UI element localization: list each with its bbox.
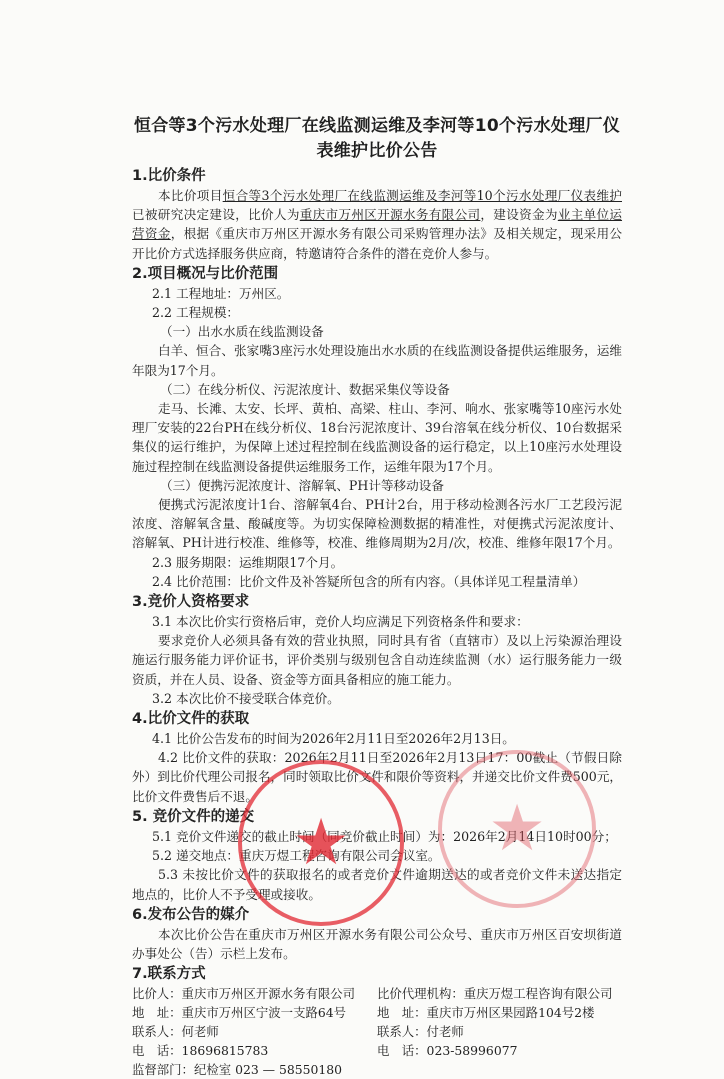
contacts — [132, 984, 622, 1079]
section-5-heading: 5. 竞价文件的递交 — [132, 808, 255, 825]
section-6-heading: 6.发布公告的媒介 — [132, 906, 250, 923]
item-5-3: 5.3 未按比价文件的获取报名的或者竞价文件逾期送达的或者竞价文件未送达指定地点的，比价人不予受理或接收。 — [132, 867, 622, 902]
text: ，根据《重庆市万州区开源水务有限公司采购管理办法》及相关规定，现采用公开比价方式选择服务供应商，特邀请符合条件的潜在竞价人参与。 — [132, 226, 623, 261]
buyer-name: 重庆市万州区开源水务有限公司 — [299, 207, 481, 223]
item-5-2: 5.2 递交地点：重庆万煜工程咨询有限公司会议室。 — [152, 848, 441, 864]
agent-address: 地 址：重庆市万州区果园路104号2楼 — [377, 1005, 595, 1021]
text: 本比价项目 — [158, 188, 223, 203]
document — [132, 114, 622, 1079]
item-4-2: 4.2 比价文件的获取：2026年2月11日至2026年2月13日17：00截止（节假日除外）到比价代理公司报名，同时领取比价文件和限价等资料，并递交比价文件费500元，比价文件费售后不退。 — [132, 750, 623, 804]
item-2-4: 2.4 比价范围：比价文件及补答疑所包含的所有内容。（具体详见工程量清单） — [152, 573, 586, 589]
buyer-contact-person: 联系人：何老师 — [132, 1024, 219, 1040]
section-2-heading: 2.项目概况与比价范围 — [132, 265, 279, 282]
agent-phone: 电 话：023-58996077 — [377, 1043, 518, 1059]
subitem-c-body: 便携式污泥浓度计1台、溶解氧4台、PH计2台，用于移动检测各污水厂工艺段污泥浓度、溶解氧含量、酸碱度等。为切实保障检测数据的精准性，对便携式污泥浓度计、溶解氧、PH计进行校准、维修等，校准、维修周期为2月/次，校准、维修年限17个月。 — [132, 497, 622, 551]
section-7-heading: 7.联系方式 — [132, 966, 206, 983]
subitem-a-title: （一）出水水质在线监测设备 — [160, 324, 324, 340]
subitem-c-title: （三）便携污泥浓度计、溶解氧、PH计等移动设备 — [160, 477, 444, 493]
item-3-2: 3.2 本次比价不接受联合体竞价。 — [152, 690, 340, 706]
item-2-2: 2.2 工程规模： — [152, 305, 240, 321]
buyer-name: 比价人：重庆市万州区开源水务有限公司 — [132, 986, 356, 1002]
buyer-contact — [132, 984, 377, 1079]
star-icon: ★ — [488, 792, 546, 866]
buyer-address: 地 址：重庆市万州区宁波一支路64号 — [132, 1005, 347, 1021]
item-2-3: 2.3 服务期限：运维期限17个月。 — [152, 554, 344, 570]
subitem-b-body: 走马、长滩、太安、长坪、黄柏、高梁、柱山、李河、响水、张家嘴等10座污水处理厂安装的22台PH在线分析仪、18台污泥浓度计、39台溶氧在线分析仪、10台数据采集仪的运行维护，为保障上述过程控制在线监测设备的运行稳定，以上10座污水处理设施过程控制在线监测设备提供运维服务工作，运维年限为17个月。 — [132, 401, 622, 474]
buyer-phone: 电 话：18696815783 — [132, 1043, 269, 1059]
page-title: 恒合等3个污水处理厂在线监测运维及李河等10个污水处理厂仪表维护比价公告 — [133, 116, 621, 161]
text: ，建设资金为 — [480, 207, 558, 223]
section-1-body — [132, 186, 622, 263]
agent-contact-person: 联系人：付老师 — [377, 1024, 464, 1040]
section-6-body: 本次比价公告在重庆市万州区开源水务有限公司公众号、重庆市万州区百安坝街道办事处公（告）示栏上发布。 — [132, 926, 622, 961]
star-icon: ★ — [292, 806, 350, 880]
section-3-heading: 3.竞价人资格要求 — [132, 594, 250, 611]
section-3-body: 要求竞价人必须具备有效的营业执照，同时具有省（直辖市）及以上污染源治理设施运行服务能力评价证书，评价类别与级别包含自动连续监测（水）运行服务能力一级资质，并在人员、设备、资金等方面具备相应的施工能力。 — [132, 633, 622, 687]
section-1-heading: 1.比价条件 — [132, 168, 206, 184]
agent-contact — [377, 984, 622, 1079]
section-4-heading: 4.比价文件的获取 — [132, 711, 250, 728]
fund-source: 业主单位运营资金 — [132, 207, 623, 242]
item-3-1: 3.1 本次比价实行资格后审，竞价人均应满足下列资格条件和要求： — [152, 614, 529, 630]
agent-name: 比价代理机构：重庆万煜工程咨询有限公司 — [377, 986, 613, 1002]
subitem-a-body: 白羊、恒合、张家嘴3座污水处理设施出水水质的在线监测设备提供运维服务，运维年限为17个月。 — [132, 343, 622, 378]
item-4-1: 4.1 比价公告发布的时间为2026年2月11日至2026年2月13日。 — [152, 731, 515, 747]
supervision-dept: 监督部门：纪检室 023 — 58550180 — [132, 1062, 343, 1078]
project-name: 恒合等3个污水处理厂在线监测运维及李河等10个污水处理厂仪表维护 — [222, 188, 622, 203]
subitem-b-title: （二）在线分析仪、污泥浓度计、数据采集仪等设备 — [160, 381, 450, 397]
text: 已被研究决定建设，比价人为 — [132, 207, 300, 223]
item-5-1: 5.1 竞价文件递交的截止时间（同竞价截止时间）为：2026年2月14日10时00分； — [152, 828, 617, 844]
item-2-1: 2.1 工程地址：万州区。 — [152, 285, 290, 301]
